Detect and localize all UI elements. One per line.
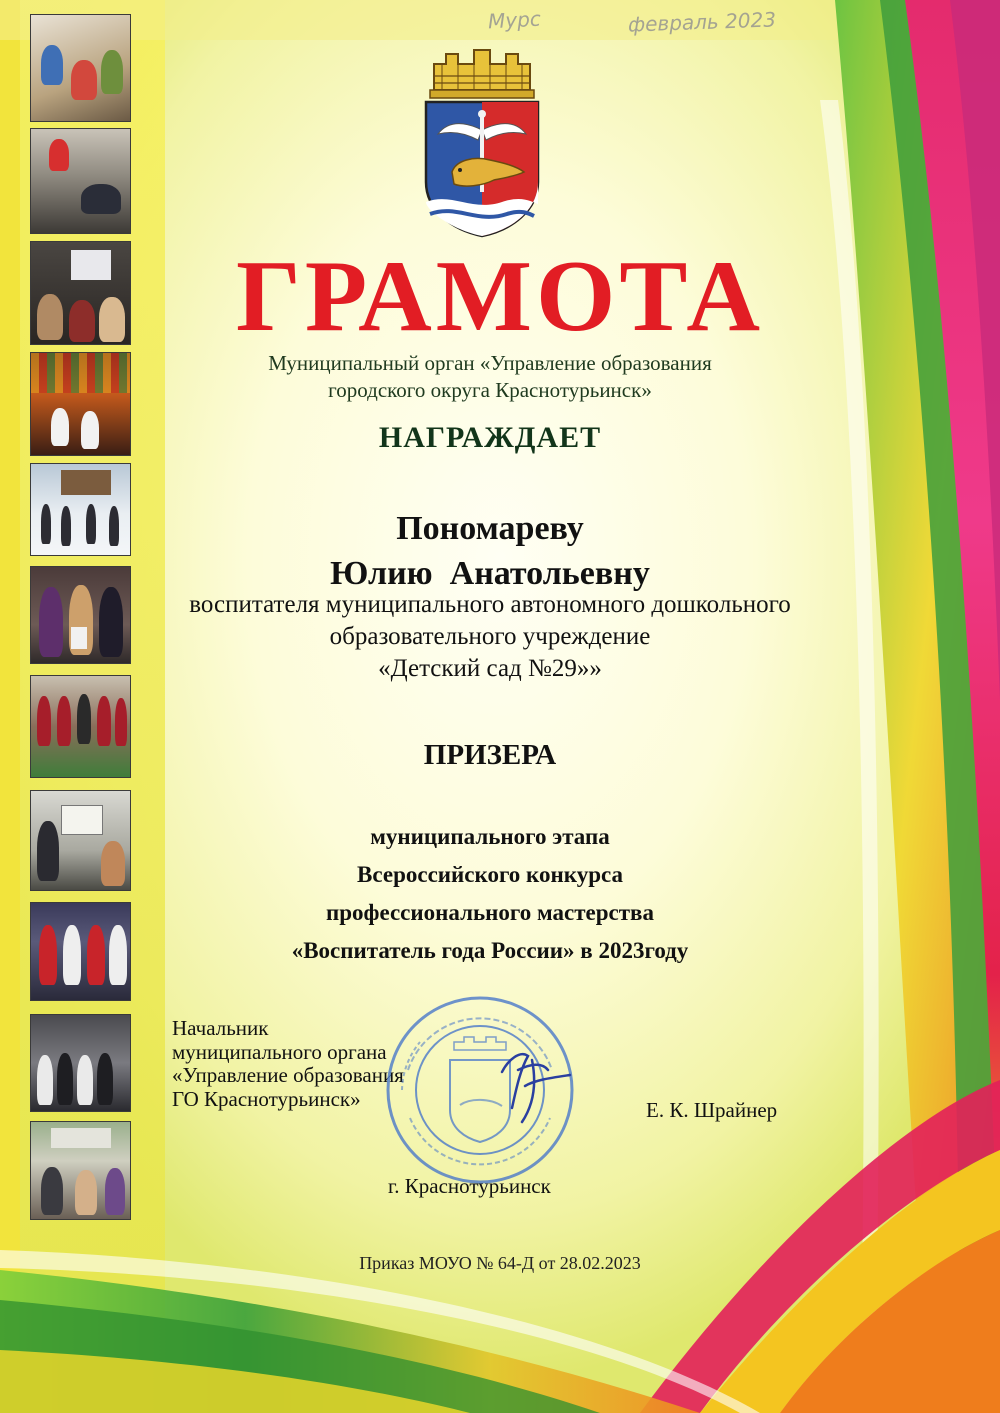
signatory-line: «Управление образования (172, 1063, 404, 1087)
coat-of-arms-emblem (412, 42, 552, 240)
issuer-line: Муниципальный орган «Управление образования (268, 351, 712, 375)
handwritten-note: февраль 2023 (627, 7, 777, 37)
issuer-organization (100, 350, 880, 404)
photo-thumbnail (30, 128, 131, 234)
signatory-title (172, 1017, 404, 1111)
issue-city: г. Краснотурьинск (388, 1174, 551, 1198)
photo-thumbnail (30, 463, 131, 556)
contest-line: «Воспитатель года России» в 2023году (291, 938, 689, 963)
signatory-name: Е. К. Шрайнер (646, 1098, 778, 1122)
signatory-line: ГО Краснотурьинск» (172, 1086, 361, 1111)
position-line: образовательного учреждение (329, 623, 651, 650)
order-reference: Приказ МОУО № 64-Д от 28.02.2023 (359, 1253, 641, 1273)
recipient-name (150, 506, 830, 596)
position-line: воспитателя муниципального автономного дошкольного (189, 591, 791, 618)
issuer-line: городского округа Краснотурьинск» (328, 378, 652, 402)
awards-heading: НАГРАЖДАЕТ (378, 421, 602, 454)
official-stamp (380, 990, 580, 1190)
photo-thumbnail (30, 14, 131, 122)
recipient-position (130, 589, 850, 685)
certificate-title: ГРАМОТА (235, 240, 765, 353)
award-status: ПРИЗЕРА (423, 739, 557, 771)
contest-line: муниципального этапа (370, 824, 610, 849)
contest-description (100, 818, 880, 970)
signatory-line: муниципального органа (172, 1039, 387, 1064)
recipient-surname: Пономареву (396, 510, 584, 547)
recipient-given-names: Юлию Анатольевну (330, 555, 650, 592)
photo-thumbnail (30, 1014, 131, 1112)
position-line: «Детский сад №29»» (378, 655, 602, 682)
photo-thumbnail (30, 1121, 131, 1220)
signatory-line: Начальник (172, 1016, 269, 1040)
contest-line: профессионального мастерства (326, 900, 654, 925)
handwritten-note: Мурс (487, 6, 542, 34)
contest-line: Всероссийского конкурса (357, 862, 623, 887)
photo-thumbnail (30, 566, 131, 664)
